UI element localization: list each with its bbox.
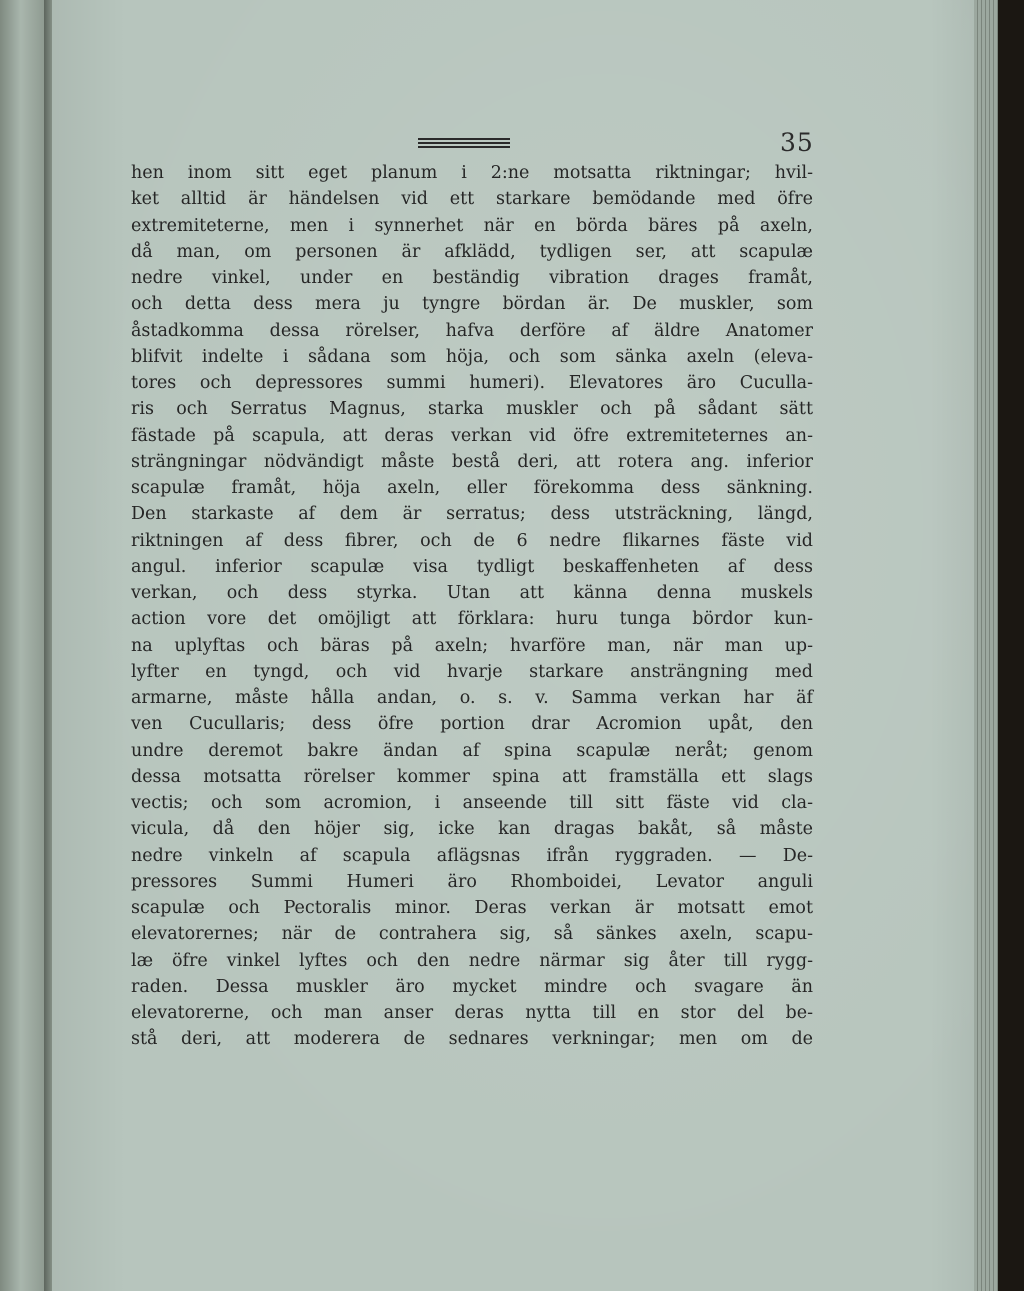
text-line: riktningen af dess fibrer, och de 6 nedre flikarnes fäste vid [131,530,813,551]
text-line: raden. Dessa muskler äro mycket mindre och svagare än [131,976,813,997]
text-line: extremiteterne, men i synnerhet när en börda bäres på axeln, [131,215,813,236]
text-line: pressores Summi Humeri äro Rhomboidei, Levator anguli [131,871,813,892]
text-line: undre deremot bakre ändan af spina scapulæ neråt; genom [131,740,813,761]
text-line: dessa motsatta rörelser kommer spina att framställa ett slags [131,766,813,787]
text-line: ris och Serratus Magnus, starka muskler och på sådant sätt [131,399,813,420]
text-line: action vore det omöjligt att förklara: huru tunga bördor kun- [131,609,813,630]
text-line: stå deri, att moderera de sednares verkningar; men om de [131,1029,813,1050]
text-line: vectis; och som acromion, i anseende till sitt fäste vid cla- [131,793,813,813]
page-number: 35 [780,128,814,157]
text-line: hen inom sitt eget planum i 2:ne motsatta riktningar; hvil- [131,163,813,183]
text-line: elevatorerne, och man anser deras nytta till en stor del be- [131,1003,813,1023]
text-line: læ öfre vinkel lyftes och den nedre närmar sig åter till rygg- [131,950,813,971]
text-line: scapulæ framåt, höja axeln, eller förekomma dess sänkning. [131,478,813,498]
background-edge [998,0,1024,1291]
text-line: verkan, och dess styrka. Utan att känna denna muskels [131,583,813,603]
text-line: Den starkaste af dem är serratus; dess utsträckning, längd, [131,504,813,525]
text-line: tores och depressores summi humeri). Elevatores äro Cuculla- [131,373,813,393]
text-line: ket alltid är händelsen vid ett starkare bemödande med öfre [131,189,813,210]
text-line: angul. inferior scapulæ visa tydligt beskaffenheten af dess [131,556,813,577]
header-rule [418,138,510,150]
text-line: fästade på scapula, att deras verkan vid öfre extremiteternes an- [131,425,813,446]
text-line: na uplyftas och bäras på axeln; hvarföre man, när man up- [131,635,813,656]
text-line: elevatorernes; när de contrahera sig, så sänkes axeln, scapu- [131,924,813,945]
text-line: armarne, måste hålla andan, o. s. v. Samma verkan har äf [131,688,813,708]
text-line: scapulæ och Pectoralis minor. Deras verkan är motsatt emot [131,898,813,918]
text-line: ven Cucullaris; dess öfre portion drar Acromion upåt, den [131,714,813,735]
text-line: nedre vinkeln af scapula aflägsnas ifrån ryggraden. — De- [131,845,813,866]
page-stack-edge [974,0,998,1291]
text-line: nedre vinkel, under en beständig vibration drages framåt, [131,268,813,288]
text-line: blifvit indelte i sådana som höja, och som sänka axeln (eleva- [131,346,813,367]
body-text [131,160,813,1053]
text-line: lyfter en tyngd, och vid hvarje starkare ansträngning med [131,661,813,682]
text-line: då man, om personen är afklädd, tydligen ser, att scapulæ [131,241,813,262]
text-line: åstadkomma dessa rörelser, hafva derföre af äldre Anatomer [131,320,813,341]
text-line: vicula, då den höjer sig, icke kan dragas bakåt, så måste [131,819,813,840]
text-line: och detta dess mera ju tyngre bördan är. De muskler, som [131,294,813,315]
text-line: strängningar nödvändigt måste bestå deri, att rotera ang. inferior [131,451,813,472]
previous-page-edge [0,0,46,1291]
